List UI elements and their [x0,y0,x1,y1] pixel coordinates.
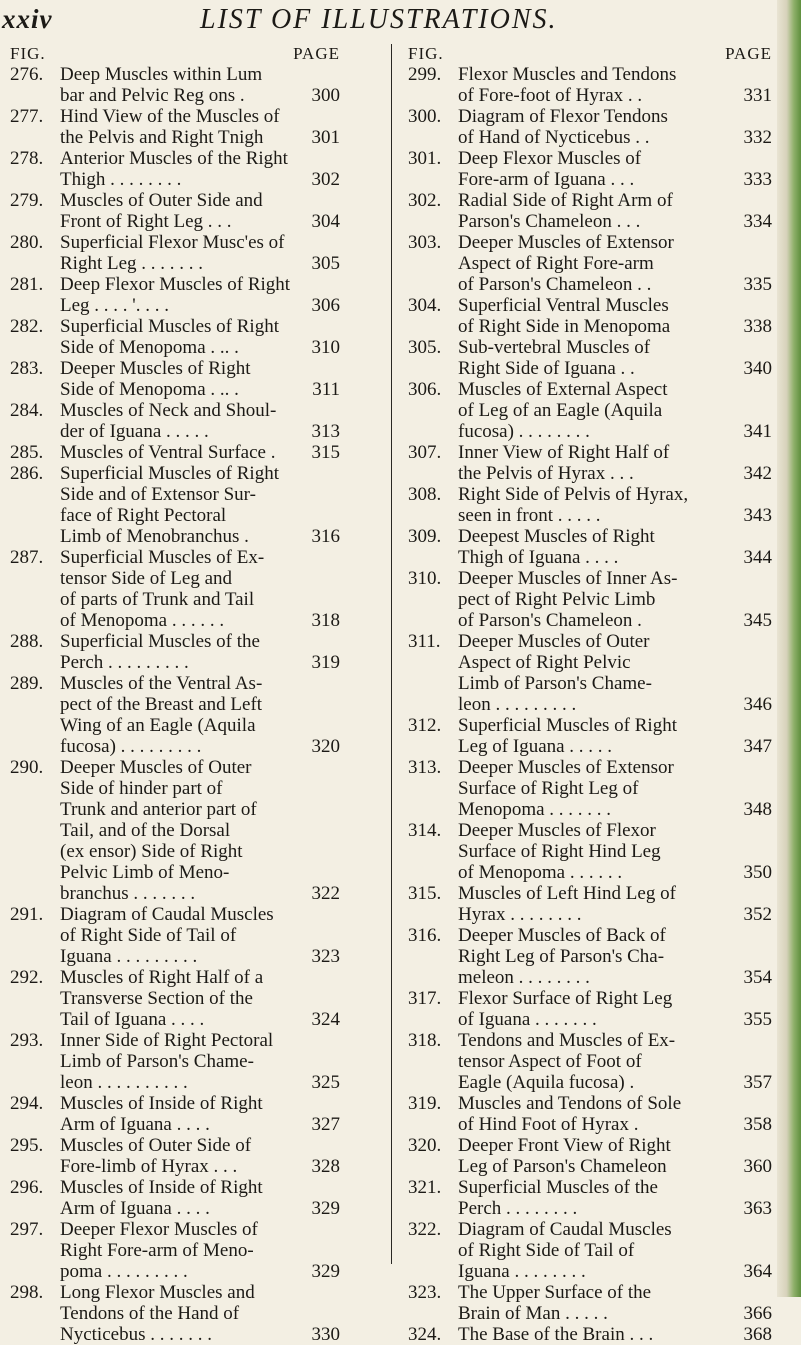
page-number: 364 [743,1261,772,1282]
page-number: 306 [311,295,340,316]
figure-caption-line: Deeper Muscles of Flexor [458,820,656,841]
figure-caption-line: Superficial Ventral Muscles [458,295,669,316]
right-column [408,44,772,1345]
figure-list [10,64,340,1345]
figure-caption-line: fucosa) . . . . . . . . [458,421,590,442]
figure-caption-line: meleon . . . . . . . . [458,967,590,988]
figure-entry [408,442,772,484]
figure-caption-line: Inner Side of Right Pectoral [60,1030,274,1051]
column-header [10,44,340,64]
figure-caption-line: Anterior Muscles of the Right [60,148,288,169]
page-number: 357 [743,1072,772,1093]
figure-caption-line: Diagram of Flexor Tendons [458,106,668,127]
page-number: 350 [743,862,772,883]
figure-number: 291. [10,904,44,925]
figure-caption-line: Tendons of the Hand of [60,1303,240,1324]
figure-caption-line: The Upper Surface of the [458,1282,652,1303]
figure-caption-line: Perch . . . . . . . . . [60,652,189,673]
page-number: 316 [311,526,340,547]
figure-entry [10,1093,340,1135]
figure-entry [408,1324,772,1345]
figure-caption-line: (ex ensor) Side of Right [60,841,243,862]
figure-caption-line: Diagram of Caudal Muscles [60,904,274,925]
figure-caption-line: Muscles of Neck and Shoul- [60,400,277,421]
figure-number: 278. [10,148,44,169]
figure-entry [10,904,340,967]
figure-entry [10,148,340,190]
figure-caption-line: Diagram of Caudal Muscles [458,1219,672,1240]
figure-number: 277. [10,106,44,127]
figure-entry [408,631,772,715]
figure-entry [10,1135,340,1177]
figure-caption-line: Arm of Iguana . . . . [60,1198,210,1219]
figure-number: 293. [10,1030,44,1051]
figure-caption-line: Long Flexor Muscles and [60,1282,255,1303]
page-number: 348 [743,799,772,820]
figure-caption-line: Transverse Section of the [60,988,253,1009]
figure-caption-line: Iguana . . . . . . . . [458,1261,586,1282]
figure-caption-line: Pelvic Limb of Meno- [60,862,230,883]
figure-number: 281. [10,274,44,295]
column-divider [391,44,392,1264]
figure-number: 310. [408,568,442,589]
figure-caption-line: face of Right Pectoral [60,505,227,526]
figure-number: 301. [408,148,442,169]
running-header [0,4,780,44]
figure-entry [408,715,772,757]
figure-entry [408,1135,772,1177]
page-number: 327 [311,1114,340,1135]
page-number: 355 [743,1009,772,1030]
fig-column-label: FIG. [10,44,46,63]
figure-entry [408,568,772,631]
figure-caption-line: Limb of Parson's Chame- [60,1051,254,1072]
page-number: 366 [743,1303,772,1324]
page-title: LIST OF ILLUSTRATIONS. [200,4,558,35]
page-number: 322 [311,883,340,904]
figure-caption-line: Side and of Extensor Sur- [60,484,256,505]
page-number: 335 [743,274,772,295]
figure-caption-line: Surface of Right Hind Leg [458,841,661,862]
figure-caption-line: of Menopoma . . . . . . [458,862,623,883]
page-number: 333 [743,169,772,190]
figure-caption-line: of Fore-foot of Hyrax . . [458,85,643,106]
page-number-roman: xxiv [2,4,53,34]
figure-entry [408,988,772,1030]
page-number: 311 [312,379,340,400]
figure-caption-line: of Hind Foot of Hyrax . [458,1114,639,1135]
figure-number: 308. [408,484,442,505]
figure-number: 312. [408,715,442,736]
figure-number: 276. [10,64,44,85]
figure-entry [10,190,340,232]
figure-caption-line: Deeper Flexor Muscles of [60,1219,258,1240]
figure-number: 313. [408,757,442,778]
figure-caption-line: Deeper Muscles of Back of [458,925,666,946]
figure-number: 299. [408,64,442,85]
figure-entry [10,463,340,547]
page-number: 345 [743,610,772,631]
figure-entry [408,148,772,190]
figure-caption-line: Side of Menopoma . .. . [60,337,239,358]
figure-number: 292. [10,967,44,988]
figure-caption-line: of Hand of Nycticebus . . [458,127,650,148]
figure-caption-line: Iguana . . . . . . . . . [60,946,198,967]
figure-number: 305. [408,337,442,358]
figure-caption-line: Eagle (Aquila fucosa) . [458,1072,635,1093]
figure-caption-line: Deeper Muscles of Right [60,358,251,379]
page-number: 334 [743,211,772,232]
figure-number: 304. [408,295,442,316]
figure-number: 306. [408,379,442,400]
page-edge [777,0,801,1297]
figure-list [408,64,772,1345]
page-number: 363 [743,1198,772,1219]
figure-caption-line: Superficial Muscles of Right [60,316,279,337]
figure-caption-line: Tail, and of the Dorsal [60,820,231,841]
figure-entry [10,442,340,463]
page-number: 343 [743,505,772,526]
figure-entry [10,1177,340,1219]
figure-number: 297. [10,1219,44,1240]
page-number: 346 [743,694,772,715]
figure-caption-line: Surface of Right Leg of [458,778,639,799]
figure-caption-line: poma . . . . . . . . . [60,1261,188,1282]
figure-entry [10,316,340,358]
figure-caption-line: Front of Right Leg . . . [60,211,232,232]
figure-caption-line: Side of hinder part of [60,778,223,799]
figure-entry [10,400,340,442]
figure-number: 320. [408,1135,442,1156]
page-number: 318 [311,610,340,631]
figure-caption-line: of Iguana . . . . . . . [458,1009,597,1030]
figure-caption-line: fucosa) . . . . . . . . . [60,736,202,757]
left-column [10,44,340,1345]
figure-number: 298. [10,1282,44,1303]
page-number: 332 [743,127,772,148]
figure-number: 284. [10,400,44,421]
column-header [408,44,772,64]
figure-caption-line: der of Iguana . . . . . [60,421,209,442]
figure-caption-line: Right Side of Iguana . . [458,358,635,379]
figure-number: 314. [408,820,442,841]
figure-caption-line: Right Fore-arm of Meno- [60,1240,254,1261]
figure-caption-line: Right Side of Pelvis of Hyrax, [458,484,689,505]
page-number: 302 [311,169,340,190]
figure-entry [408,64,772,106]
figure-caption-line: Muscles of Inside of Right [60,1093,263,1114]
figure-caption-line: Tendons and Muscles of Ex- [458,1030,676,1051]
page-number: 301 [311,127,340,148]
figure-caption-line: pect of Right Pelvic Limb [458,589,656,610]
figure-number: 307. [408,442,442,463]
figure-entry [408,925,772,988]
figure-number: 322. [408,1219,442,1240]
figure-caption-line: Fore-limb of Hyrax . . . [60,1156,238,1177]
figure-caption-line: Muscles of Outer Side and [60,190,263,211]
page-number: 315 [311,442,340,463]
figure-entry [408,526,772,568]
figure-entry [408,106,772,148]
figure-caption-line: of Right Side of Tail of [458,1240,635,1261]
figure-caption-line: Deeper Muscles of Extensor [458,232,674,253]
figure-caption-line: Muscles and Tendons of Sole [458,1093,682,1114]
figure-entry [408,337,772,379]
figure-caption-line: branchus . . . . . . . [60,883,196,904]
page-number: 325 [311,1072,340,1093]
fig-column-label: FIG. [408,44,444,63]
page-number: 313 [311,421,340,442]
figure-caption-line: Trunk and anterior part of [60,799,257,820]
figure-caption-line: Deep Flexor Muscles of Right [60,274,291,295]
figure-caption-line: of Leg of an Eagle (Aquila [458,400,663,421]
figure-caption-line: pect of the Breast and Left [60,694,263,715]
figure-caption-line: Fore-arm of Iguana . . . [458,169,635,190]
figure-number: 303. [408,232,442,253]
figure-entry [10,1030,340,1093]
figure-entry [408,820,772,883]
page-number: 341 [743,421,772,442]
page-number: 324 [311,1009,340,1030]
figure-caption-line: Superficial Muscles of the [60,631,260,652]
figure-caption-line: Aspect of Right Pelvic [458,652,631,673]
figure-caption-line: Limb of Menobranchus . [60,526,249,547]
page-number: 310 [311,337,340,358]
figure-caption-line: Menopoma . . . . . . . [458,799,612,820]
figure-number: 289. [10,673,44,694]
figure-caption-line: Radial Side of Right Arm of [458,190,673,211]
figure-caption-line: Superficial Muscles of Right [458,715,677,736]
figure-caption-line: Aspect of Right Fore-arm [458,253,654,274]
figure-entry [10,358,340,400]
figure-entry [408,757,772,820]
figure-caption-line: Brain of Man . . . . . [458,1303,608,1324]
figure-number: 285. [10,442,44,463]
figure-caption-line: Deepest Muscles of Right [458,526,655,547]
figure-number: 300. [408,106,442,127]
page-number: 305 [311,253,340,274]
figure-entry [10,547,340,631]
figure-entry [10,274,340,316]
figure-caption-line: Deep Muscles within Lum [60,64,263,85]
page-number: 340 [743,358,772,379]
figure-caption-line: Leg of Iguana . . . . . [458,736,613,757]
figure-caption-line: of Menopoma . . . . . . [60,610,225,631]
page-column-label: PAGE [725,44,772,63]
figure-caption-line: Muscles of External Aspect [458,379,668,400]
figure-caption-line: of Parson's Chameleon . . [458,274,652,295]
figure-caption-line: Superficial Muscles of Ex- [60,547,265,568]
figure-entry [10,1282,340,1345]
page-number: 354 [743,967,772,988]
figure-caption-line: bar and Pelvic Reg ons . [60,85,245,106]
figure-caption-line: Thigh of Iguana . . . . [458,547,619,568]
figure-caption-line: of Parson's Chameleon . [458,610,642,631]
page-number: 300 [311,85,340,106]
figure-number: 290. [10,757,44,778]
figure-number: 286. [10,463,44,484]
figure-caption-line: Right Leg . . . . . . . [60,253,204,274]
figure-caption-line: Side of Menopoma . .. . [60,379,239,400]
figure-caption-line: Sub-vertebral Muscles of [458,337,651,358]
figure-caption-line: Inner View of Right Half of [458,442,670,463]
figure-entry [408,232,772,295]
figure-caption-line: Hind View of the Muscles of [60,106,280,127]
figure-caption-line: tensor Side of Leg and [60,568,233,589]
figure-caption-line: the Pelvis and Right Tnigh [60,127,264,148]
figure-number: 324. [408,1324,442,1345]
figure-number: 295. [10,1135,44,1156]
figure-number: 309. [408,526,442,547]
figure-number: 302. [408,190,442,211]
figure-number: 296. [10,1177,44,1198]
figure-caption-line: Muscles of Outer Side of [60,1135,252,1156]
figure-number: 318. [408,1030,442,1051]
figure-entry [10,106,340,148]
figure-entry [10,967,340,1030]
figure-caption-line: Deeper Muscles of Outer [458,631,650,652]
figure-caption-line: of Right Side in Menopoma [458,316,671,337]
figure-caption-line: Leg of Parson's Chameleon [458,1156,667,1177]
page-column-label: PAGE [293,44,340,63]
page-number: 328 [311,1156,340,1177]
figure-entry [408,1219,772,1282]
page-number: 329 [311,1261,340,1282]
figure-caption-line: Flexor Muscles and Tendons [458,64,677,85]
figure-caption-line: Limb of Parson's Chame- [458,673,652,694]
figure-number: 294. [10,1093,44,1114]
figure-caption-line: the Pelvis of Hyrax . . . [458,463,634,484]
figure-entry [408,1177,772,1219]
figure-entry [408,1030,772,1093]
page-number: 347 [743,736,772,757]
figure-caption-line: Nycticebus . . . . . . . [60,1324,212,1345]
figure-caption-line: Superficial Flexor Musc'es of [60,232,285,253]
figure-caption-line: seen in front . . . . . [458,505,601,526]
figure-entry [408,379,772,442]
figure-caption-line: Thigh . . . . . . . . [60,169,182,190]
page-number: 352 [743,904,772,925]
figure-caption-line: Tail of Iguana . . . . [60,1009,205,1030]
page-number: 344 [743,547,772,568]
figure-caption-line: The Base of the Brain . . . [458,1324,654,1345]
page-number: 342 [743,463,772,484]
page-number: 368 [743,1324,772,1345]
page-number: 304 [311,211,340,232]
page-number: 360 [743,1156,772,1177]
figure-number: 288. [10,631,44,652]
figure-caption-line: Superficial Muscles of the [458,1177,658,1198]
figure-caption-line: Wing of an Eagle (Aquila [60,715,256,736]
page-number: 323 [311,946,340,967]
figure-entry [10,757,340,904]
figure-caption-line: leon . . . . . . . . . . [60,1072,188,1093]
figure-caption-line: Deeper Muscles of Outer [60,757,252,778]
figure-entry [10,232,340,274]
figure-number: 280. [10,232,44,253]
figure-caption-line: Muscles of Right Half of a [60,967,264,988]
figure-number: 317. [408,988,442,1009]
figure-caption-line: tensor Aspect of Foot of [458,1051,642,1072]
figure-number: 311. [408,631,441,652]
figure-number: 282. [10,316,44,337]
figure-caption-line: of parts of Trunk and Tail [60,589,255,610]
figure-caption-line: Perch . . . . . . . . [458,1198,578,1219]
figure-caption-line: Right Leg of Parson's Cha- [458,946,665,967]
page-number: 329 [311,1198,340,1219]
page-number: 338 [743,316,772,337]
figure-number: 283. [10,358,44,379]
figure-caption-line: Arm of Iguana . . . . [60,1114,210,1135]
figure-caption-line: Muscles of Ventral Surface . [60,442,276,463]
page-number: 319 [311,652,340,673]
figure-caption-line: Muscles of Inside of Right [60,1177,263,1198]
figure-entry [10,1219,340,1282]
figure-caption-line: leon . . . . . . . . . [458,694,577,715]
figure-caption-line: Deeper Muscles of Inner As- [458,568,678,589]
figure-caption-line: Deep Flexor Muscles of [458,148,642,169]
figure-entry [408,295,772,337]
figure-number: 287. [10,547,44,568]
figure-caption-line: Muscles of Left Hind Leg of [458,883,676,904]
figure-entry [408,190,772,232]
figure-number: 316. [408,925,442,946]
figure-entry [408,1282,772,1324]
figure-caption-line: Leg . . . . '. . . . [60,295,169,316]
page-number: 320 [311,736,340,757]
figure-caption-line: Flexor Surface of Right Leg [458,988,673,1009]
figure-caption-line: Hyrax . . . . . . . . [458,904,582,925]
figure-caption-line: Muscles of the Ventral As- [60,673,263,694]
figure-caption-line: Deeper Front View of Right [458,1135,671,1156]
page-number: 330 [311,1324,340,1345]
page-number: 331 [743,85,772,106]
figure-number: 323. [408,1282,442,1303]
page-number: 358 [743,1114,772,1135]
figure-entry [408,1093,772,1135]
figure-caption-line: Superficial Muscles of Right [60,463,279,484]
figure-number: 279. [10,190,44,211]
figure-caption-line: Parson's Chameleon . . . [458,211,641,232]
figure-entry [408,883,772,925]
figure-caption-line: of Right Side of Tail of [60,925,237,946]
figure-number: 315. [408,883,442,904]
figure-caption-line: Deeper Muscles of Extensor [458,757,674,778]
figure-number: 319. [408,1093,442,1114]
figure-entry [10,64,340,106]
figure-entry [10,631,340,673]
figure-entry [10,673,340,757]
figure-entry [408,484,772,526]
figure-number: 321. [408,1177,442,1198]
